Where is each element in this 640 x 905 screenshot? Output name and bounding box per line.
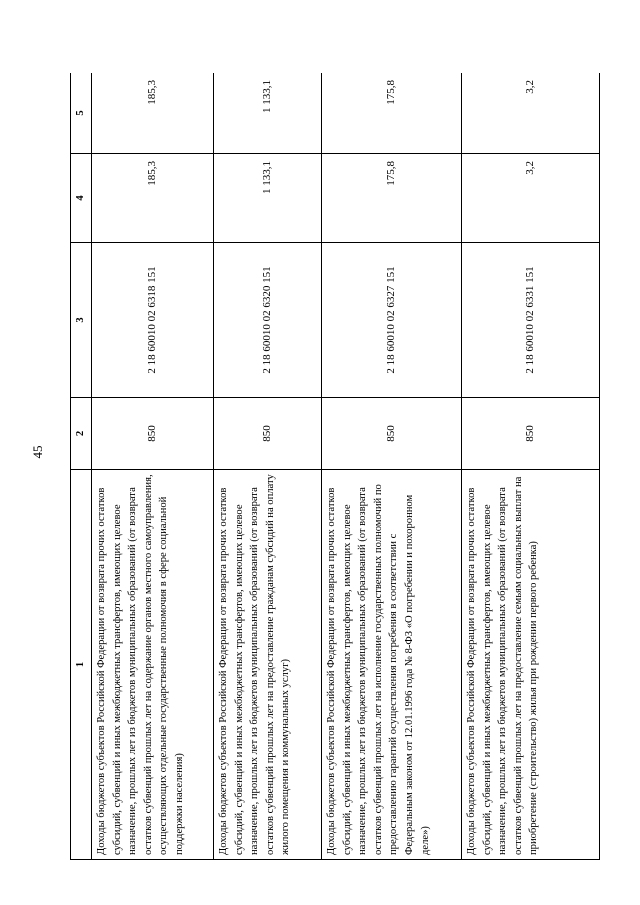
table-row	[92, 73, 214, 860]
table-row	[322, 73, 462, 860]
row-admin-code: 850	[462, 398, 600, 470]
row-admin-code: 850	[92, 398, 214, 470]
row-value-col5: 185,3	[92, 73, 214, 154]
column-header-4: 4	[71, 154, 92, 243]
row-value-col5: 175,8	[322, 73, 462, 154]
table-header-row	[71, 73, 92, 860]
rotated-table-wrapper	[70, 73, 600, 860]
row-value-col4: 3,2	[462, 154, 600, 243]
column-header-2: 2	[71, 398, 92, 470]
row-description: Доходы бюджетов субъектов Российской Федерации от возврата прочих остатков субсидий, субвенций и иных межбюджетных трансфертов, имеющих целевое назначение, прошлых лет из бюджетов муниципальных образований (от возврата остатков субвенций прошлых лет на исполнение государственных полномочий по предоставлению гарантий осуществления погребения в соответствии с Федеральным законом от 12.01.1996 года № 8-ФЗ «О погребении и похоронном деле»)	[322, 470, 462, 860]
budget-revenue-table	[70, 73, 600, 860]
row-description: Доходы бюджетов субъектов Российской Федерации от возврата прочих остатков субсидий, субвенций и иных межбюджетных трансфертов, имеющих целевое назначение, прошлых лет из бюджетов муниципальных образований (от возврата остатков субвенций прошлых лет на предоставление семьям социальных выплат на приобретение (строительство) жилья при рождении первого ребенка)	[462, 470, 600, 860]
page-number: 45	[30, 445, 45, 459]
column-header-1: 1	[71, 470, 92, 860]
row-value-col5: 3,2	[462, 73, 600, 154]
table-viewport	[70, 73, 600, 860]
row-description: Доходы бюджетов субъектов Российской Федерации от возврата прочих остатков субсидий, субвенций и иных межбюджетных трансфертов, имеющих целевое назначение, прошлых лет из бюджетов муниципальных образований (от возврата остатков субвенций прошлых лет на предоставление гражданам субсидий на оплату жилого помещения и коммунальных услуг)	[214, 470, 322, 860]
row-value-col4: 1 133,1	[214, 154, 322, 243]
row-description: Доходы бюджетов субъектов Российской Федерации от возврата прочих остатков субсидий, субвенций и иных межбюджетных трансфертов, имеющих целевое назначение, прошлых лет из бюджетов муниципальных образований (от возврата остатков субвенций прошлых лет на содержание органов местного самоуправления, осуществляющих отдельные государственные полномочия в сфере социальной поддержки населения)	[92, 470, 214, 860]
row-value-col4: 185,3	[92, 154, 214, 243]
column-header-5: 5	[71, 73, 92, 154]
row-budget-code: 2 18 60010 02 6320 151	[214, 243, 322, 398]
row-budget-code: 2 18 60010 02 6331 151	[462, 243, 600, 398]
column-header-3: 3	[71, 243, 92, 398]
table-row	[462, 73, 600, 860]
row-admin-code: 850	[214, 398, 322, 470]
row-value-col5: 1 133,1	[214, 73, 322, 154]
row-budget-code: 2 18 60010 02 6318 151	[92, 243, 214, 398]
table-row	[214, 73, 322, 860]
row-value-col4: 175,8	[322, 154, 462, 243]
row-budget-code: 2 18 60010 02 6327 151	[322, 243, 462, 398]
row-admin-code: 850	[322, 398, 462, 470]
